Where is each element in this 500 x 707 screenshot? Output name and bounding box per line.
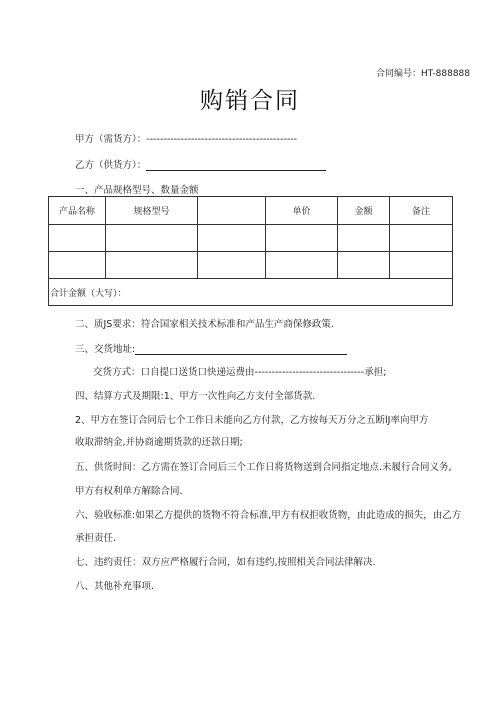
table-cell [49,252,106,279]
payment-clause-2-line-2: 收取滞纳金,并协商逾期货款的还款日期; [75,437,243,448]
header-unit-price: 单价 [266,197,338,225]
party-b-line [75,157,326,171]
party-a-line [75,131,297,145]
table-cell [338,252,390,279]
delivery-method-line [93,364,386,378]
table-cell [266,225,338,252]
supply-time-line-1: 五、供货时间：乙方需在签订合同后三个工作日将货物送到合同指定地点.未履行合同义务, [75,462,452,473]
table-cell [49,225,106,252]
party-b-label: 乙方（供货方）： [75,160,147,171]
supply-time-line-2: 甲方有权利单方解除合同. [75,486,183,497]
table-total-row [49,279,453,306]
header-amount: 金额 [338,197,390,225]
delivery-method-dashes: -------------------------------- [254,367,365,378]
other-matters: 八、其他补充事项. [75,581,155,592]
party-a-label: 甲方（需货方）： [75,134,147,145]
delivery-method-text: 交货方式：口自提口送货口快递运费由 [93,367,255,378]
section-1-heading: 一、产品规格型号、数量金额 [75,185,199,196]
table-cell [390,252,453,279]
table-cell [198,252,266,279]
table-cell [106,225,198,252]
table-cell [106,252,198,279]
table-header-row [49,197,453,225]
header-product-name: 产品名称 [49,197,106,225]
document-title: 购销合同 [200,88,300,114]
payment-clause-2-line-1: 2、甲方在签订合同后七个工作日未能向乙方付款，乙方按每天万分之五断lJ率向甲方 [75,415,429,426]
table-cell [390,225,453,252]
acceptance-line-1: 六、验收标准:如果乙方提供的货物不符合标准,甲方有权拒收货物，由此造成的损失，由乙方 [75,510,462,521]
table-cell [198,225,266,252]
delivery-address-underline [135,343,347,355]
header-remarks: 备注 [390,197,453,225]
total-amount-label: 合计金额（大写）： [49,279,453,306]
table-row [49,252,453,279]
product-spec-table [48,196,453,306]
header-blank [198,197,266,225]
table-cell [266,252,338,279]
delivery-address-label: 三、交货地址: [75,344,136,355]
table-cell [338,225,390,252]
contract-number: 合同编号：HT-888888 [375,69,470,79]
party-b-underline [146,159,326,171]
header-spec-model: 规格型号 [106,197,198,225]
party-a-dashes: -------------------------------------------- [146,134,298,145]
table-row [49,225,453,252]
acceptance-line-2: 承担责任. [75,533,117,544]
delivery-address-line [75,341,347,355]
quality-requirement: 二、质JS要求：符合国家相关技术标准和产品生产商保修政策. [75,319,334,330]
delivery-method-tail: 承担; [364,367,387,378]
payment-terms: 四、结算方式及期限:1、甲方一次性向乙方支付全部货款. [75,391,316,402]
breach-liability: 七、违约责任：双方应严格履行合同，如有违约,按照相关合同法律解决. [75,557,376,568]
